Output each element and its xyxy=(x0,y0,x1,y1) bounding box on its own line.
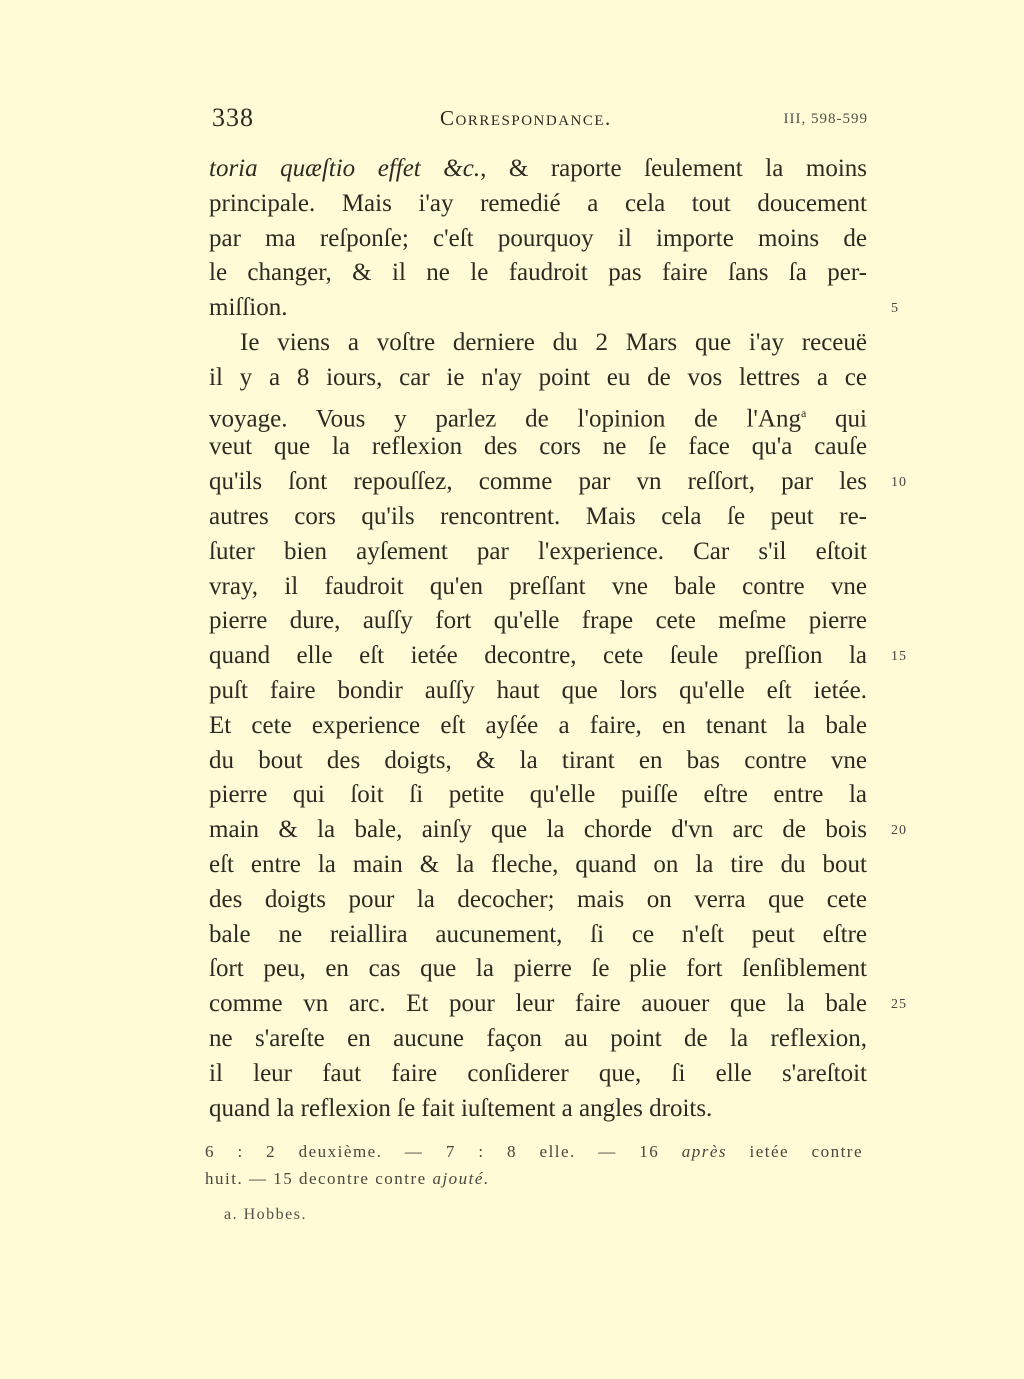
text-line: le changer, & il ne le faudroit pas faire ſans ſa per- xyxy=(209,259,867,287)
running-title: Correspondance. xyxy=(440,106,612,130)
text-line: du bout des doigts, & la tirant en bas contre vne xyxy=(209,746,867,774)
text-line: quand elle eſt ietée decontre, cete ſeule preſſion la xyxy=(209,642,867,670)
page-number: 338 xyxy=(212,103,254,132)
text-line: veut que la reflexion des cors ne ſe face qu'a cauſe xyxy=(209,433,867,461)
text-line: ne s'areſte en aucune façon au point de la reflexion, xyxy=(209,1025,867,1052)
volume-reference: III, 598-599 xyxy=(783,111,868,127)
margin-line-number: 15 xyxy=(891,649,907,665)
text-line: autres cors qu'ils rencontrent. Mais cela ſe peut re- xyxy=(209,503,867,530)
text-line: bale ne reiallira aucunement, ſi ce n'eſt peut eſtre xyxy=(209,920,867,948)
text-line: voyage. Vous y parlez de l'opinion de l'Ang$^a$ qui xyxy=(209,404,868,432)
text-line: par ma reſponſe; c'eſt pourquoy il importe moins de xyxy=(209,224,867,252)
footnote-a: a. Hobbes. xyxy=(224,1206,307,1223)
text-line: Ie viens a voſtre derniere du 2 Mars que i'ay receuë xyxy=(240,329,867,356)
margin-line-number: 10 xyxy=(891,475,907,491)
text-line: toria quæſtio effet &c., & raporte ſeulement la moins xyxy=(209,155,867,182)
text-line: vray, il faudroit qu'en preſſant vne bale contre vne xyxy=(209,572,867,600)
margin-line-number: 5 xyxy=(891,301,899,317)
margin-line-number: 25 xyxy=(891,997,907,1013)
text-line: il y a 8 iours, car ie n'ay point eu de vos lettres a ce xyxy=(209,363,867,391)
text-line: miſſion. xyxy=(209,294,288,322)
text-line: Et cete experience eſt ayſée a faire, en tenant la bale xyxy=(209,711,867,739)
text-line: ſuter bien ayſement par l'experience. Car s'il eſtoit xyxy=(209,537,867,565)
text-line: comme vn arc. Et pour leur faire auouer que la bale xyxy=(209,990,867,1018)
text-line: eſt entre la main & la fleche, quand on la tire du bout xyxy=(209,851,867,878)
text-line: il leur faut faire conſiderer que, ſi elle s'areſtoit xyxy=(209,1059,867,1087)
running-header xyxy=(208,103,868,137)
footnote-marker: a xyxy=(800,405,807,420)
variant-note-line-1: 6 : 2 deuxième. — 7 : 8 elle. — 16 après ietée contre xyxy=(205,1142,863,1161)
text-line: ſort peu, en cas que la pierre ſe plie fort ſenſiblement xyxy=(209,955,867,983)
text-line: qu'ils ſont repouſſez, comme par vn reſſort, par les xyxy=(209,468,867,496)
text-line: main & la bale, ainſy que la chorde d'vn arc de bois xyxy=(209,816,867,844)
variant-note-line-2: huit. — 15 decontre contre ajouté. xyxy=(205,1169,490,1188)
text-line: principale. Mais i'ay remedié a cela tout doucement xyxy=(209,189,867,217)
text-line: puſt faire bondir auſſy haut que lors qu'elle eſt ietée. xyxy=(209,677,867,704)
text-line: quand la reflexion ſe fait iuſtement a angles droits. xyxy=(209,1094,713,1122)
margin-line-number: 20 xyxy=(891,823,907,839)
text-line: pierre qui ſoit ſi petite qu'elle puiſſe eſtre entre la xyxy=(209,781,867,809)
text-line: pierre dure, auſſy fort qu'elle frape cete meſme pierre xyxy=(209,607,867,635)
text-line: des doigts pour la decocher; mais on verra que cete xyxy=(209,885,867,913)
